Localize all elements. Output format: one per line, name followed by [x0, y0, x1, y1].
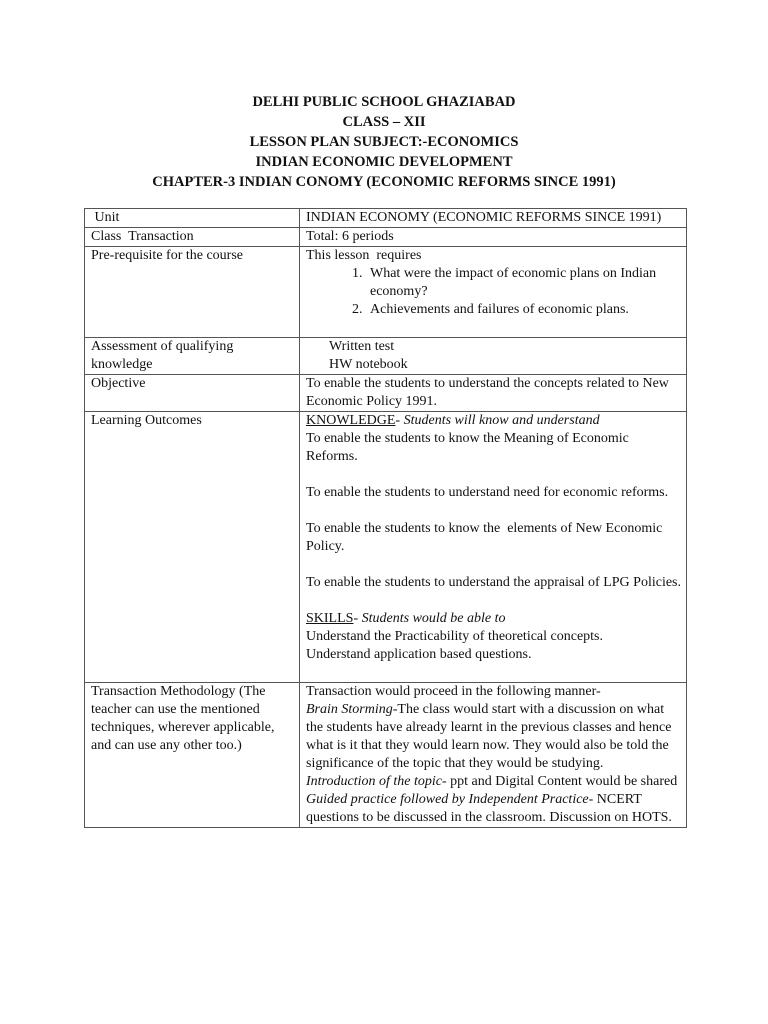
knowledge-outcome-4: To enable the students to understand the appraisal of LPG Policies.: [306, 575, 681, 590]
assessment-label: Assessment of qualifying knowledge: [85, 338, 300, 375]
assessment-value: [300, 338, 687, 375]
skill-outcome-2: Understand application based questions.: [306, 647, 532, 662]
chapter-title: CHAPTER-3 INDIAN CONOMY (ECONOMIC REFORMS SINCE 1991): [152, 174, 616, 190]
guided-practice-paragraph: [306, 791, 681, 827]
assessment-written-test: Written test: [329, 339, 395, 354]
prerequisite-value: [300, 247, 687, 338]
prerequisite-label: Pre-requisite for the course: [85, 247, 300, 338]
table-row-learning-outcomes: [85, 412, 687, 683]
introduction-heading: Introduction of the topic: [306, 774, 442, 789]
knowledge-heading: [306, 412, 681, 430]
methodology-intro: Transaction would proceed in the following manner-: [306, 684, 601, 699]
prerequisite-list: [306, 265, 681, 319]
objective-label: Objective: [85, 375, 300, 412]
transaction-value: Total: 6 periods: [300, 228, 687, 247]
book-title: INDIAN ECONOMIC DEVELOPMENT: [255, 154, 513, 170]
lesson-plan-table: [84, 208, 687, 828]
table-row-prerequisite: [85, 247, 687, 338]
guided-practice-text: - NCERT questions to be discussed in the classroom. Discussion on HOTS.: [306, 792, 672, 825]
knowledge-description: Students will know and understand: [403, 413, 600, 428]
table-row-transaction: [85, 228, 687, 247]
skills-label: SKILLS: [306, 611, 354, 626]
knowledge-label: KNOWLEDGE: [306, 413, 396, 428]
table-row-assessment: [85, 338, 687, 375]
unit-label: Unit: [85, 209, 300, 228]
methodology-label: Transaction Methodology (The teacher can use the mentioned techniques, wherever applicable, and can use any other too.): [85, 683, 300, 828]
skills-heading: [306, 610, 681, 628]
knowledge-outcome-2: To enable the students to understand need for economic reforms.: [306, 485, 669, 500]
learning-outcomes-label: Learning Outcomes: [85, 412, 300, 683]
prerequisite-intro: This lesson requires: [306, 248, 422, 263]
knowledge-separator: -: [395, 413, 404, 428]
objective-value: To enable the students to understand the concepts related to New Economic Policy 1991.: [300, 375, 687, 412]
table-row-unit: [85, 209, 687, 228]
table-row-objective: [85, 375, 687, 412]
brain-storming-text: -The class would start with a discussion on what the students have already learnt in the previous classes and hence what is it that they would learn now. They would also be told the significance of the topic that they would be studying.: [306, 702, 672, 771]
methodology-value: [300, 683, 687, 828]
introduction-text: - ppt and Digital Content would be shared: [441, 774, 678, 789]
class-line: CLASS – XII: [342, 114, 426, 130]
skills-description: Students would be able to: [361, 611, 506, 626]
unit-value: INDIAN ECONOMY (ECONOMIC REFORMS SINCE 1991): [300, 209, 687, 228]
list-item: 1. What were the impact of economic plans on Indian economy?: [366, 265, 681, 301]
document-header: [0, 92, 768, 192]
introduction-paragraph: [306, 773, 681, 791]
list-item: 2. Achievements and failures of economic plans.: [366, 301, 681, 319]
knowledge-outcome-1: To enable the students to know the Meaning of Economic Reforms.: [306, 431, 629, 464]
table-row-methodology: [85, 683, 687, 828]
skills-separator: -: [353, 611, 362, 626]
assessment-hw-notebook: HW notebook: [329, 357, 408, 372]
guided-practice-heading: Guided practice followed by Independent Practice: [306, 792, 589, 807]
brain-storming-paragraph: [306, 701, 681, 773]
knowledge-outcome-3: To enable the students to know the elements of New Economic Policy.: [306, 521, 666, 554]
learning-outcomes-value: [300, 412, 687, 683]
transaction-label: Class Transaction: [85, 228, 300, 247]
school-name: DELHI PUBLIC SCHOOL GHAZIABAD: [252, 94, 516, 110]
subject-line: LESSON PLAN SUBJECT:-ECONOMICS: [249, 134, 519, 150]
brain-storming-heading: Brain Storming: [306, 702, 393, 717]
skill-outcome-1: Understand the Practicability of theoretical concepts.: [306, 629, 604, 644]
